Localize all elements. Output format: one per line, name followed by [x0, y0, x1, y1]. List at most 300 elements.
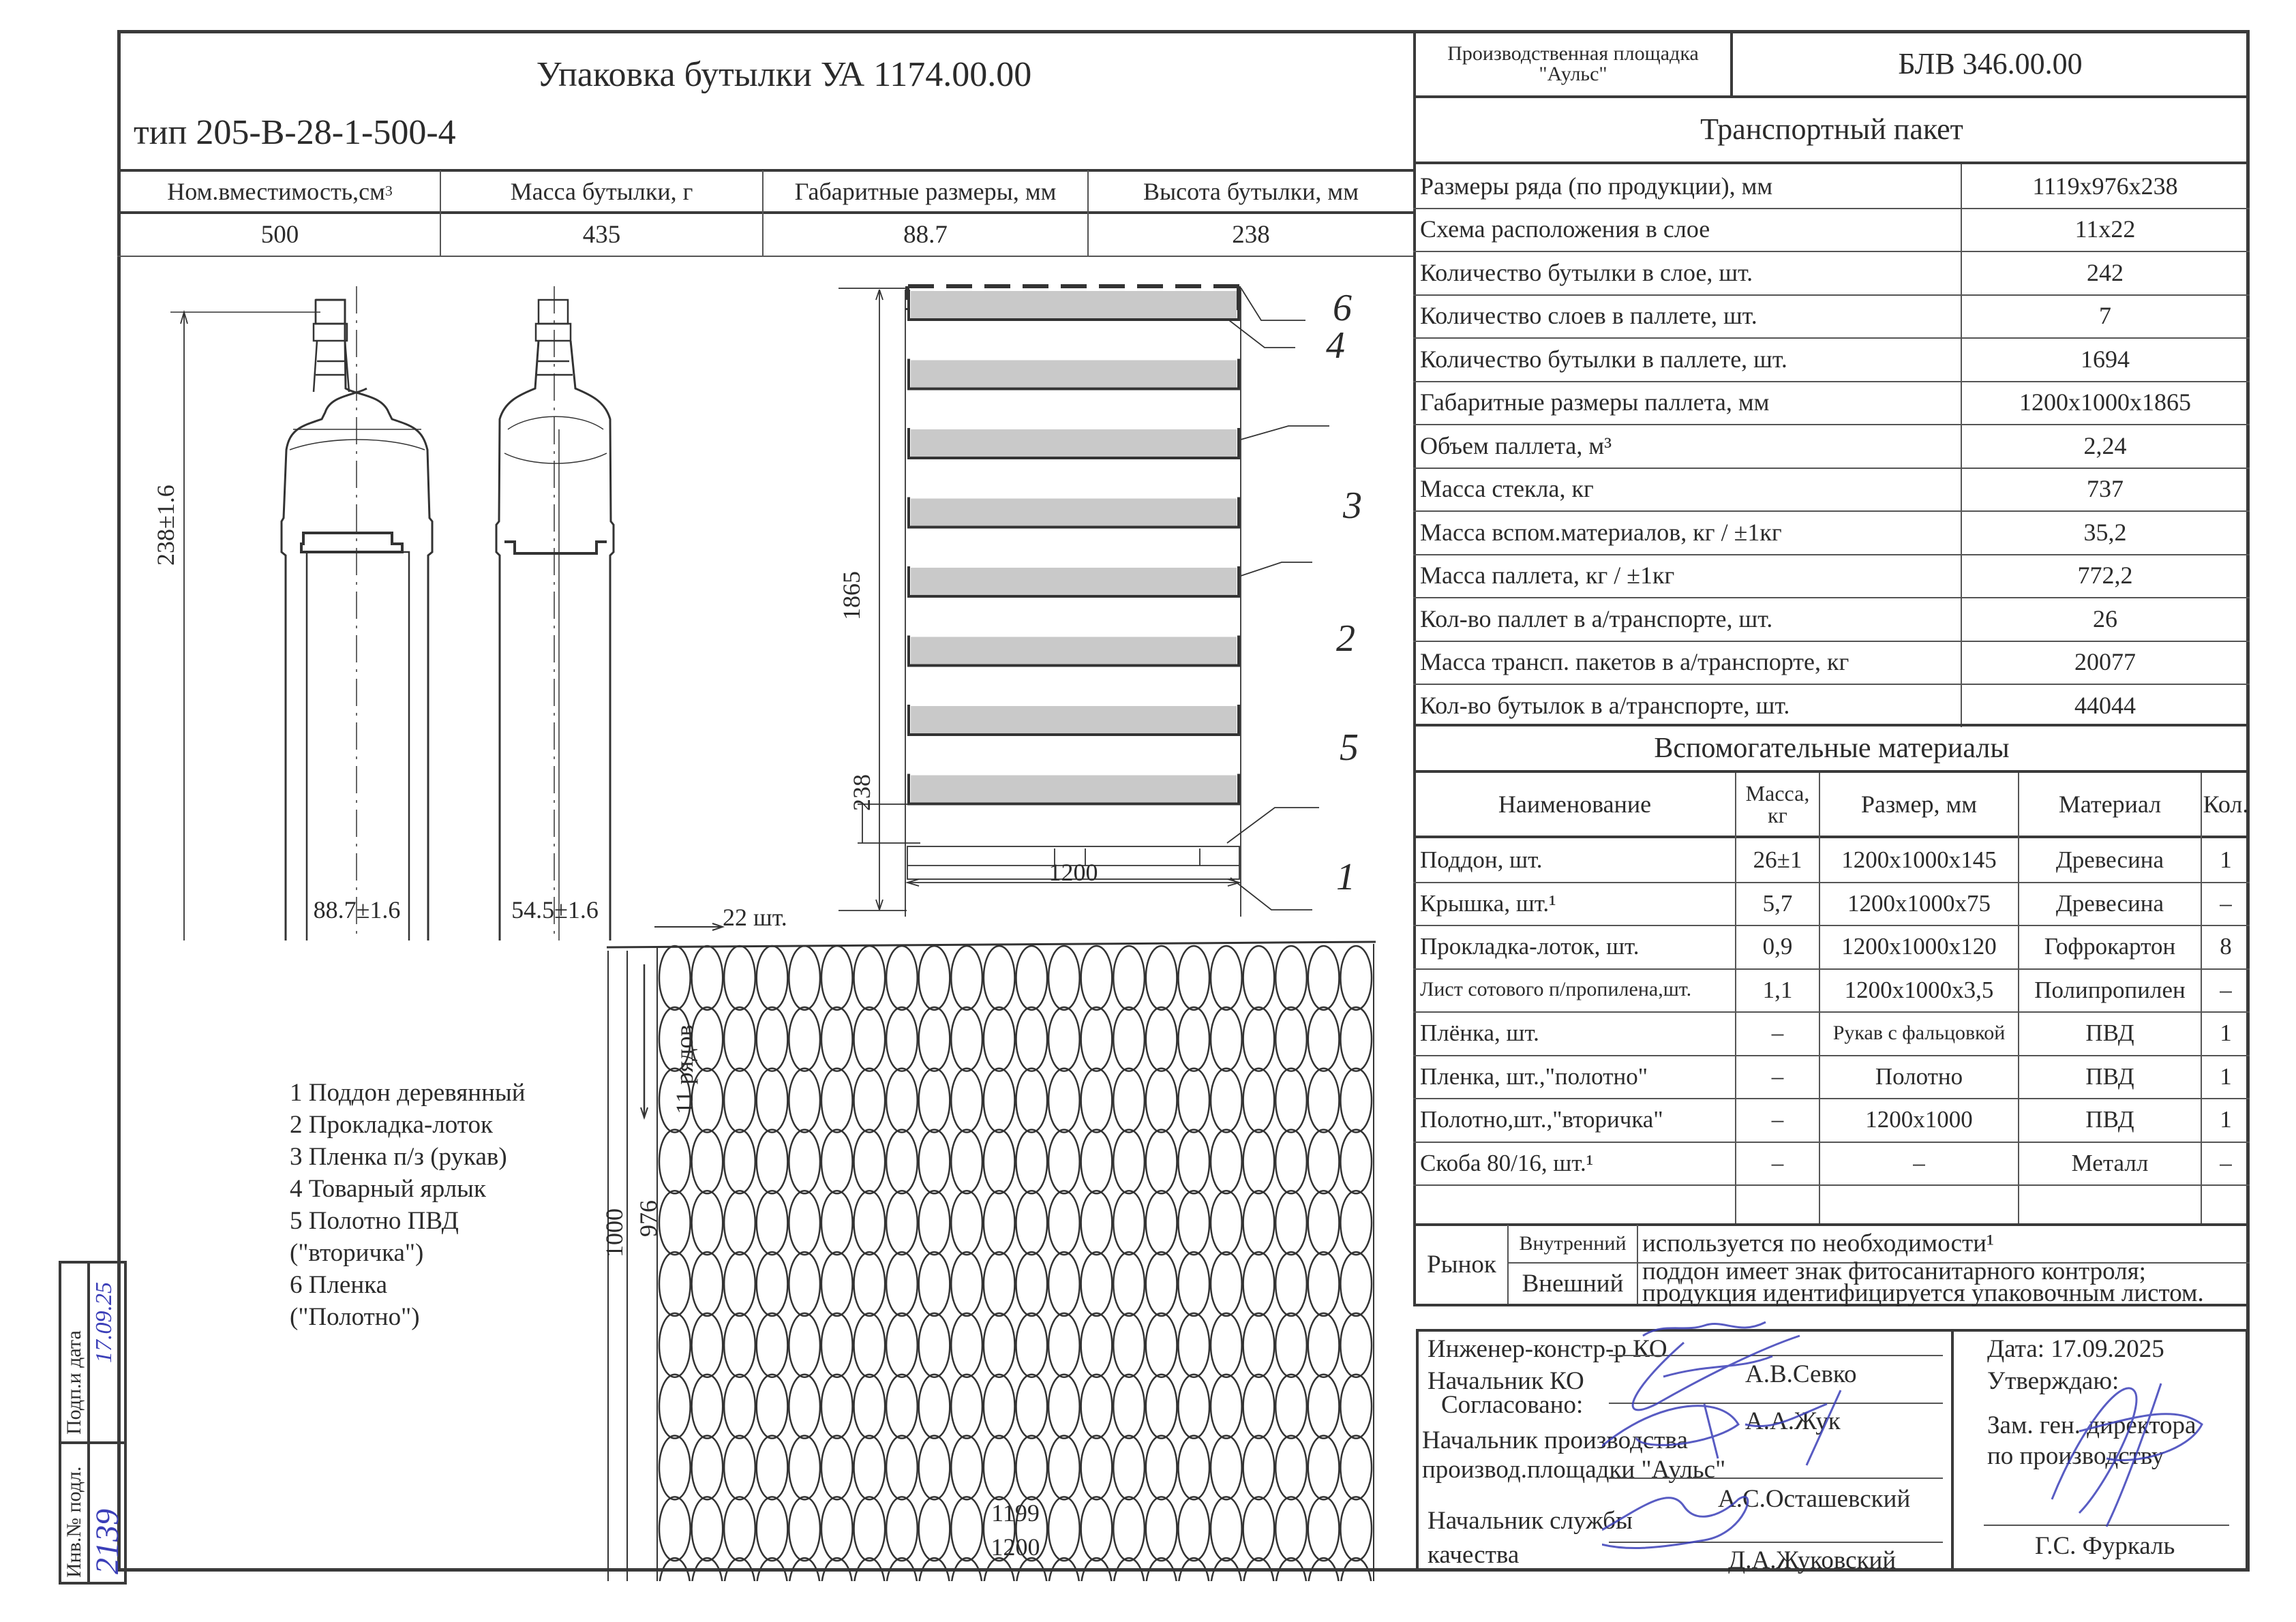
- bottle-cell: [951, 1007, 982, 1071]
- bottle-cell: [1081, 1436, 1113, 1500]
- bottle-cell: [1308, 1069, 1340, 1133]
- layer-height-dimension: 238: [848, 774, 875, 811]
- bottle-cell: [757, 1436, 788, 1500]
- callout-4: 4: [1326, 324, 1345, 367]
- inventory-number: 2139: [89, 1509, 125, 1574]
- pallet-width-dimension: 1200: [1048, 859, 1098, 886]
- bottle-cell: [1308, 1252, 1340, 1316]
- bottle-cell: [692, 1252, 723, 1316]
- bottle-cell: [659, 1191, 691, 1255]
- bottle-cell: [789, 1436, 820, 1500]
- bottle-cell: [984, 1375, 1015, 1439]
- bottle-cell: [821, 1069, 853, 1133]
- bottle-cell: [757, 1252, 788, 1316]
- divider: [1413, 684, 2250, 685]
- signature-line: [1609, 1542, 1943, 1543]
- aux-cell-qty: 1: [2220, 846, 2232, 874]
- divider: [1413, 968, 2250, 970]
- bottle-cell: [951, 1375, 982, 1439]
- divider: [1413, 554, 2250, 555]
- deputy-name: Г.С. Фуркаль: [2035, 1532, 2175, 1560]
- bottle-cell: [1211, 1436, 1242, 1500]
- bottle-cell: [1016, 946, 1048, 1010]
- bottle-depth-dimension: 54.5±1.6: [511, 896, 599, 923]
- callout-2: 2: [1336, 617, 1355, 660]
- market-label: Рынок: [1427, 1250, 1496, 1279]
- columns-label: 22 шт.: [723, 904, 787, 931]
- aux-cell-mass: –: [1771, 1020, 1784, 1047]
- head-ko-role: Начальник КО: [1428, 1367, 1584, 1395]
- bottle-cell: [1178, 1069, 1209, 1133]
- aux-cell-size: 1200x1000x120: [1841, 933, 1997, 960]
- prod-head-role-2: производ.площадки "Аульс": [1422, 1456, 1726, 1484]
- divider: [2201, 773, 2202, 1223]
- pallet-layer: [911, 499, 1237, 526]
- bottle-cell: [951, 1313, 982, 1377]
- transport-row-label: Масса трансп. пакетов в а/транспорте, кг: [1420, 648, 1849, 676]
- transport-row-value: 1200x1000x1865: [2019, 388, 2191, 416]
- bottle-cell: [886, 1375, 918, 1439]
- bottle-cell: [659, 946, 691, 1010]
- market-external-label: Внешний: [1522, 1270, 1624, 1298]
- aux-cell-qty: 1: [2220, 1062, 2232, 1090]
- bottle-cell: [854, 1375, 886, 1439]
- bottle-cell: [757, 1129, 788, 1193]
- aux-header: Кол.: [2203, 791, 2249, 818]
- bottle-cell: [659, 1375, 691, 1439]
- bottle-cell: [692, 1375, 723, 1439]
- bottle-cell: [1016, 1191, 1048, 1255]
- aux-cell-mass: 1,1: [1762, 976, 1793, 1003]
- producer: [1416, 33, 1730, 95]
- transport-row-label: Количество бутылки в слое, шт.: [1420, 258, 1753, 286]
- bottle-cell: [984, 1007, 1015, 1071]
- bottle-cell: [821, 1436, 853, 1500]
- aux-cell-size: 1200x1000: [1865, 1106, 1973, 1133]
- bottle-cell: [919, 1129, 950, 1193]
- bottle-cell: [1340, 1313, 1372, 1377]
- divider: [1735, 773, 1736, 1223]
- bottle-param-header: [120, 172, 440, 211]
- agreed-label: Согласовано:: [1441, 1391, 1584, 1419]
- transport-row-value: 1694: [2081, 345, 2130, 373]
- divider: [1413, 424, 2250, 425]
- divider: [1413, 1055, 2250, 1056]
- aux-cell-name: Прокладка-лоток, шт.: [1420, 933, 1640, 960]
- bottle-cell: [757, 1313, 788, 1377]
- pallet-layers: [909, 290, 1239, 804]
- legend-item: 5 Полотно ПВД: [290, 1207, 459, 1235]
- callout-3: 3: [1343, 485, 1362, 527]
- bottle-cell: [1113, 1252, 1145, 1316]
- bottle-cell: [789, 1313, 820, 1377]
- aux-cell-mass: 5,7: [1762, 889, 1793, 917]
- bottle-cell: [1340, 1129, 1372, 1193]
- bottle-cell: [1211, 946, 1242, 1010]
- bottle-param-header: Габаритные размеры, мм: [794, 178, 1057, 205]
- aux-cell-material: Древесина: [2055, 889, 2164, 917]
- bottle-cell: [1081, 946, 1113, 1010]
- bottle-cell: [1146, 1313, 1177, 1377]
- bottle-cell: [821, 1007, 853, 1071]
- bottle-cell: [724, 1069, 755, 1133]
- bottle-cell: [821, 1129, 853, 1193]
- scheme-inner-width: 1199: [991, 1499, 1040, 1527]
- header-capacity: Ном.вместимость,см: [167, 178, 385, 205]
- bottle-cell: [1211, 1007, 1242, 1071]
- bottle-cell: [1178, 946, 1209, 1010]
- pallet-drawing: [818, 273, 1411, 927]
- market-external-text: [1642, 1257, 2252, 1307]
- transport-row-label: Количество бутылки в паллете, шт.: [1420, 345, 1787, 373]
- bottle-cell: [1081, 1069, 1113, 1133]
- bottle-cell: [1211, 1375, 1242, 1439]
- transport-row-label: Габаритные размеры паллета, мм: [1420, 388, 1770, 416]
- bottle-cell: [886, 1191, 918, 1255]
- divider: [1413, 1011, 2250, 1013]
- bottle-drawing: [123, 273, 668, 940]
- legend-item: ("вторичка"): [290, 1239, 424, 1267]
- aux-cell-qty: [2203, 1184, 2248, 1228]
- bottle-cell: [1275, 1129, 1307, 1193]
- bottle-param-value: 435: [582, 221, 621, 249]
- bottle-cell: [1081, 1375, 1113, 1439]
- bottle-cell: [757, 1069, 788, 1133]
- transport-row-label: Масса паллета, кг / ±1кг: [1420, 562, 1675, 590]
- divider: [1413, 1098, 2250, 1099]
- bottle-cell: [984, 1069, 1015, 1133]
- pallet-height-dimension: 1865: [838, 571, 865, 620]
- prod-head-name: А.С.Осташевский: [1718, 1485, 1911, 1513]
- bottle-cell: [1048, 1129, 1080, 1193]
- bottle-cell: [984, 1313, 1015, 1377]
- bottle-cell: [1113, 946, 1145, 1010]
- bottle-cell: [1243, 1007, 1275, 1071]
- pallet-layer: [911, 568, 1237, 595]
- market-internal-text: используется по необходимости¹: [1642, 1229, 1995, 1257]
- bottle-cell: [692, 1313, 723, 1377]
- bottle-cell: [1146, 1252, 1177, 1316]
- bottle-cell: [886, 1129, 918, 1193]
- bottle-cell: [1146, 1375, 1177, 1439]
- bottle-cell: [1340, 946, 1372, 1010]
- bottle-cell: [919, 1191, 950, 1255]
- bottle-cell: [1243, 1436, 1275, 1500]
- divider: [1413, 597, 2250, 598]
- bottle-cell: [821, 1375, 853, 1439]
- divider: [1961, 164, 1962, 727]
- aux-header: Наименование: [1498, 791, 1652, 818]
- transport-row-value: 44044: [2074, 691, 2136, 719]
- transport-row-value: 1119x976x238: [2032, 172, 2178, 200]
- divider: [1413, 294, 2250, 296]
- legend: [290, 1077, 526, 1333]
- divider: [1951, 1329, 1954, 1572]
- bottle-cell: [854, 946, 886, 1010]
- aux-cell-material: Полипропилен: [2034, 976, 2186, 1003]
- bottle-cell: [854, 1007, 886, 1071]
- bottle-cell: [1275, 1191, 1307, 1255]
- market-external-line: продукция идентифицируется упаковочным листом.: [1642, 1279, 2204, 1307]
- bottle-cell: [886, 1069, 918, 1133]
- bottle-cell: [1016, 1007, 1048, 1071]
- sign-date: Дата: 17.09.2025: [1987, 1335, 2164, 1363]
- type-code: тип 205-В-28-1-500-4: [134, 113, 456, 152]
- quality-role-2: качества: [1428, 1541, 1520, 1569]
- bottle-cell: [1340, 1252, 1372, 1316]
- market-external-line: поддон имеет знак фитосанитарного контроля;: [1642, 1257, 2146, 1285]
- aux-cell-mass: –: [1771, 1106, 1784, 1133]
- bottle-cell: [1243, 1129, 1275, 1193]
- aux-cell-mass: –: [1771, 1062, 1784, 1090]
- legend-item: 6 Пленка: [290, 1271, 387, 1299]
- aux-header: Размер, мм: [1860, 791, 1978, 818]
- pallet-layer: [911, 361, 1237, 388]
- market-internal-label: Внутренний: [1519, 1231, 1627, 1255]
- bottle-cell: [789, 1007, 820, 1071]
- bottle-grid: [659, 946, 1372, 1581]
- aux-cell-size: 1200x1000x3,5: [1844, 976, 1994, 1003]
- bottle-cell: [724, 1375, 755, 1439]
- document-title: Упаковка бутылки УА 1174.00.00: [536, 55, 1032, 94]
- bottle-cell: [1340, 1007, 1372, 1071]
- aux-cell-material: Древесина: [2055, 846, 2164, 874]
- bottle-cell: [659, 1252, 691, 1316]
- bottle-cell: [1308, 1436, 1340, 1500]
- bottle-cell: [1275, 1069, 1307, 1133]
- transport-row-label: Количество слоев в паллете, шт.: [1420, 302, 1757, 330]
- aux-cell-qty: –: [2220, 976, 2232, 1003]
- transport-row-value: 242: [2087, 258, 2124, 286]
- aux-cell-material: ПВД: [2085, 1020, 2134, 1047]
- doc-number: БЛВ 346.00.00: [1898, 47, 2083, 80]
- prod-head-role: Начальник производства: [1422, 1426, 1688, 1454]
- bottle-cell: [919, 1069, 950, 1133]
- bottle-cell: [1178, 1129, 1209, 1193]
- superscript: 3: [384, 183, 393, 200]
- signature-line: [1609, 1403, 1943, 1404]
- bottle-cell: [1146, 1069, 1177, 1133]
- aux-cell-qty: –: [2220, 889, 2232, 917]
- bottle-cell: [886, 1436, 918, 1500]
- bottle-param-header: Масса бутылки, г: [510, 178, 693, 205]
- callout-5: 5: [1340, 726, 1359, 769]
- bottle-cell: [1243, 1069, 1275, 1133]
- bottle-cell: [951, 1252, 982, 1316]
- bottle-cell: [1340, 1191, 1372, 1255]
- engineer-role: Инженер-констр-р КО: [1428, 1335, 1667, 1363]
- bottle-front-view: [282, 286, 432, 940]
- bottle-cell: [692, 1191, 723, 1255]
- aux-cell-name: Пленка, шт.,"полотно": [1420, 1062, 1648, 1090]
- bottle-cell: [1113, 1436, 1145, 1500]
- bottle-cell: [1178, 1313, 1209, 1377]
- producer-name: Производственная площадка "Аульс": [1447, 42, 1699, 85]
- aux-cell-material: ПВД: [2085, 1106, 2134, 1133]
- bottle-cell: [692, 1129, 723, 1193]
- bottle-cell: [1016, 1313, 1048, 1377]
- bottle-cell: [1308, 1007, 1340, 1071]
- bottle-cell: [789, 1069, 820, 1133]
- legend-item: 4 Товарный ярлык: [290, 1175, 487, 1203]
- transport-row-value: 7: [2099, 302, 2111, 330]
- bottle-cell: [1340, 1375, 1372, 1439]
- bottle-cell: [854, 1129, 886, 1193]
- bottle-cell: [1211, 1069, 1242, 1133]
- bottle-cell: [1243, 1313, 1275, 1377]
- deputy-role-2: по производству: [1987, 1442, 2164, 1470]
- bottle-cell: [1211, 1191, 1242, 1255]
- bottle-param-value: 88.7: [903, 221, 948, 249]
- pallet-layer: [911, 776, 1237, 803]
- bottle-cell: [659, 1129, 691, 1193]
- layer-scheme: [600, 900, 1384, 1581]
- transport-row-label: Схема расположения в слое: [1420, 215, 1710, 243]
- bottle-cell: [724, 1313, 755, 1377]
- aux-cell-material: ПВД: [2085, 1062, 2134, 1090]
- scheme-outer-depth: 1000: [601, 1208, 628, 1257]
- aux-cell-size: 1200x1000x75: [1847, 889, 1991, 917]
- bottle-cell: [886, 1007, 918, 1071]
- aux-cell-material: Гофрокартон: [2044, 933, 2176, 960]
- signature-line: [1984, 1525, 2229, 1526]
- deputy-role: Зам. ген. директора: [1987, 1411, 2196, 1439]
- transport-row-value: 20077: [2074, 648, 2136, 676]
- divider: [1819, 773, 1820, 1223]
- bottle-cell: [1113, 1007, 1145, 1071]
- aux-cell-size: [1822, 1184, 2016, 1228]
- divider: [1413, 337, 2250, 339]
- bottle-cell: [919, 946, 950, 1010]
- bottle-cell: [789, 1252, 820, 1316]
- section-title: Транспортный пакет: [1700, 112, 1963, 146]
- pallet-layer: [911, 637, 1237, 664]
- bottle-cell: [951, 946, 982, 1010]
- bottle-cell: [984, 1252, 1015, 1316]
- bottle-cell: [1113, 1129, 1145, 1193]
- aux-cell-name: Полотно,шт.,"вторичка": [1420, 1106, 1663, 1133]
- bottle-cell: [1243, 1375, 1275, 1439]
- bottle-cell: [984, 1129, 1015, 1193]
- bottle-cell: [1048, 1313, 1080, 1377]
- bottle-cell: [789, 1191, 820, 1255]
- signature-line: [1609, 1355, 1943, 1356]
- bottle-cell: [984, 946, 1015, 1010]
- bottle-cell: [951, 1191, 982, 1255]
- aux-cell-qty: –: [2220, 1149, 2232, 1176]
- bottle-cell: [1081, 1191, 1113, 1255]
- transport-row-label: Объем паллета, м³: [1420, 431, 1612, 459]
- bottle-cell: [1016, 1375, 1048, 1439]
- aux-cell-material: Металл: [2071, 1149, 2149, 1176]
- rows-label: 11 рядов: [671, 1024, 698, 1114]
- quality-name: Д.А.Жуковский: [1728, 1546, 1897, 1574]
- bottle-side-view: [496, 286, 614, 940]
- legend-item: ("Полотно"): [290, 1303, 420, 1331]
- aux-cell-size: Полотно: [1875, 1062, 1963, 1090]
- bottle-cell: [1275, 1375, 1307, 1439]
- bottle-cell: [1340, 1069, 1372, 1133]
- bottle-cell: [1275, 1252, 1307, 1316]
- bottle-cell: [724, 1436, 755, 1500]
- bottle-cell: [1048, 1191, 1080, 1255]
- divider: [1413, 251, 2250, 252]
- bottle-cell: [919, 1375, 950, 1439]
- aux-cell-size: 1200x1000x145: [1841, 846, 1997, 874]
- bottle-cell: [1275, 1313, 1307, 1377]
- bottle-cell: [1048, 946, 1080, 1010]
- bottle-cell: [1211, 1313, 1242, 1377]
- bottle-cell: [1275, 946, 1307, 1010]
- divider: [1413, 208, 2250, 209]
- bottle-cell: [1113, 1313, 1145, 1377]
- bottle-cell: [1113, 1069, 1145, 1133]
- bottle-cell: [984, 1436, 1015, 1500]
- bottle-cell: [1243, 1252, 1275, 1316]
- bottle-cell: [886, 946, 918, 1010]
- transport-row-label: Кол-во паллет в а/транспорте, шт.: [1420, 605, 1773, 632]
- aux-header: Материал: [2058, 791, 2162, 818]
- bottle-cell: [1113, 1191, 1145, 1255]
- divider: [1413, 1184, 2250, 1186]
- bottle-cell: [1146, 1436, 1177, 1500]
- bottle-cell: [789, 1129, 820, 1193]
- bottle-cell: [1178, 1436, 1209, 1500]
- bottle-cell: [1016, 1252, 1048, 1316]
- transport-row-value: 26: [2093, 605, 2117, 632]
- bottle-cell: [1275, 1007, 1307, 1071]
- bottle-cell: [951, 1129, 982, 1193]
- bottle-cell: [821, 1252, 853, 1316]
- engineer-name: А.В.Севко: [1745, 1360, 1857, 1388]
- bottle-cell: [1211, 1129, 1242, 1193]
- bottle-cell: [724, 1252, 755, 1316]
- bottle-cell: [757, 1375, 788, 1439]
- bottle-param-value: 500: [260, 221, 299, 249]
- aux-cell-qty: 1: [2220, 1106, 2232, 1133]
- bottle-cell: [1016, 1069, 1048, 1133]
- bottle-cell: [724, 1007, 755, 1071]
- bottle-cell: [789, 946, 820, 1010]
- bottle-cell: [692, 1436, 723, 1500]
- aux-cell-name: Поддон, шт.: [1420, 846, 1543, 874]
- bottle-cell: [919, 1436, 950, 1500]
- divider: [1413, 641, 2250, 642]
- bottle-cell: [1048, 1007, 1080, 1071]
- pallet-layer: [911, 291, 1237, 318]
- callout-6: 6: [1333, 287, 1352, 329]
- legend-item: 1 Поддон деревянный: [290, 1079, 526, 1107]
- bottle-cell: [757, 1007, 788, 1071]
- bottle-cell: [724, 1191, 755, 1255]
- transport-row-label: Масса вспом.материалов, кг / ±1кг: [1420, 518, 1782, 546]
- transport-row-value: 772,2: [2077, 562, 2133, 590]
- aux-cell-size: –: [1913, 1149, 1925, 1176]
- bottle-cell: [1081, 1129, 1113, 1193]
- bottle-cell: [854, 1313, 886, 1377]
- bottle-cell: [724, 1129, 755, 1193]
- signature-date: 17.09.25: [91, 1282, 117, 1363]
- divider: [1413, 882, 2250, 883]
- bottle-cell: [1081, 1007, 1113, 1071]
- divider: [1413, 925, 2250, 926]
- approve-label: Утверждаю:: [1987, 1367, 2119, 1395]
- bottle-cell: [1243, 946, 1275, 1010]
- legend-item: 3 Пленка п/з (рукав): [290, 1143, 507, 1171]
- bottle-cell: [1048, 1375, 1080, 1439]
- bottle-cell: [1178, 1007, 1209, 1071]
- bottle-cell: [1275, 1436, 1307, 1500]
